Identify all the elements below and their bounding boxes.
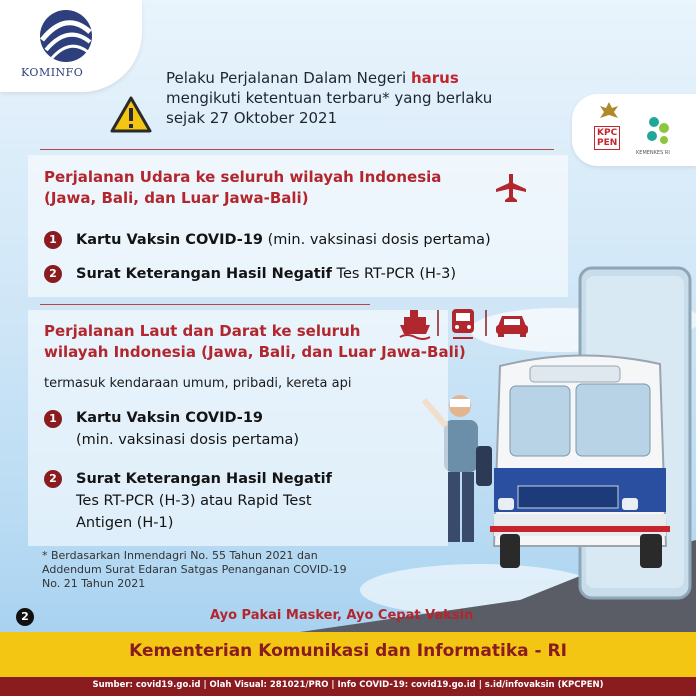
partner-logos <box>572 94 696 166</box>
kominfo-logo-text: KOMINFO <box>21 66 84 79</box>
land-item-2: Surat Keterangan Hasil Negatif Tes RT-PCR (H-3) atau Rapid Test Antigen (H-1) <box>76 471 332 531</box>
land-sea-section-title: Perjalanan Laut dan Darat ke seluruh wilayah Indonesia (Jawa, Bali, dan Luar Jawa-Bali) <box>44 322 466 361</box>
train-icon <box>452 309 474 338</box>
footnote: * Berdasarkan Inmendagri No. 55 Tahun 2021 dan Addendum Surat Edaran Satgas Penanganan COVID-19 No. 21 Tahun 2021 <box>42 549 347 590</box>
intro-line2: mengikuti ketentuan terbaru* yang berlaku <box>166 89 493 107</box>
slogan: Ayo Pakai Masker, Ayo Cepat Vaksin <box>210 608 474 623</box>
land-sea-subtitle: termasuk kendaraan umum, pribadi, kereta api <box>44 376 352 391</box>
kemenkes-label: KEMENKES RI <box>636 150 670 156</box>
divider-mid <box>40 304 370 305</box>
divider-top <box>40 149 554 150</box>
land-item-1-number: 1 <box>44 410 62 428</box>
intro-line3: sejak 27 Oktober 2021 <box>166 109 338 127</box>
air-item-2-number: 2 <box>44 265 62 283</box>
transport-icons <box>398 306 532 340</box>
air-item-1: Kartu Vaksin COVID-19 (min. vaksinasi dosis pertama) <box>76 232 491 248</box>
air-item-2: Surat Keterangan Hasil Negatif Tes RT-PCR (H-3) <box>76 266 457 282</box>
intro-line1: Pelaku Perjalanan Dalam Negeri harus <box>166 69 459 87</box>
kpcpen-logo: KPC PEN <box>594 126 620 150</box>
ministry-name: Kementerian Komunikasi dan Informatika - RI <box>129 641 567 661</box>
land-item-2-number: 2 <box>44 470 62 488</box>
warning-icon <box>110 96 152 134</box>
land-item-1: Kartu Vaksin COVID-19 (min. vaksinasi dosis pertama) <box>76 410 300 448</box>
source-text: Sumber: covid19.go.id | Olah Visual: 281021/PRO | Info COVID-19: covid19.go.id | s.id/infovaksin (KPCPEN) <box>92 680 604 690</box>
garuda-icon <box>598 100 620 122</box>
bus-illustration <box>470 346 696 586</box>
air-item-1-number: 1 <box>44 231 62 249</box>
kominfo-logo-icon <box>28 6 104 64</box>
airplane-icon <box>494 172 528 202</box>
ship-icon <box>400 310 430 339</box>
kemenkes-logo-icon <box>642 114 674 146</box>
car-icon <box>496 316 528 337</box>
air-section-title: Perjalanan Udara ke seluruh wilayah Indonesia (Jawa, Bali, dan Luar Jawa-Bali) <box>44 168 442 207</box>
page-number: 2 <box>16 608 34 626</box>
intro-text <box>166 68 492 128</box>
